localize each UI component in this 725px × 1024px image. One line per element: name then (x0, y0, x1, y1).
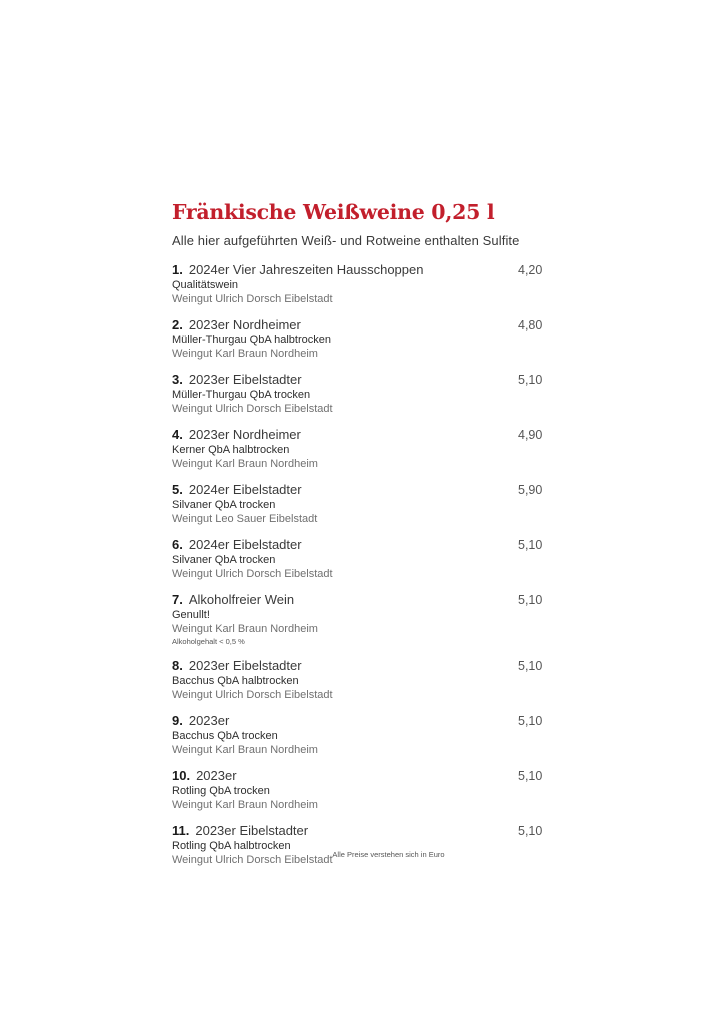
wine-item-6 (172, 537, 552, 581)
item-price: 4,80 (518, 318, 543, 332)
wine-item-9 (172, 713, 552, 757)
item-winery: Weingut Karl Braun Nordheim (172, 623, 318, 635)
item-price: 4,20 (518, 263, 543, 277)
item-grape: Silvaner QbA trocken (172, 554, 276, 566)
item-number: 3. (172, 372, 183, 387)
item-winery: Weingut Ulrich Dorsch Eibelstadt (172, 854, 333, 866)
item-number: 4. (172, 427, 183, 442)
item-name: 2023er Nordheimer (188, 317, 301, 332)
item-price: 5,10 (518, 824, 543, 838)
item-name: Alkoholfreier Wein (188, 592, 295, 607)
wine-item-8 (172, 658, 552, 702)
item-number: 6. (172, 537, 183, 552)
item-grape: Silvaner QbA trocken (172, 499, 276, 511)
item-number: 1. (172, 262, 183, 277)
item-winery: Weingut Karl Braun Nordheim (172, 744, 318, 756)
item-number: 2. (172, 317, 183, 332)
item-winery: Weingut Leo Sauer Eibelstadt (172, 513, 318, 525)
item-number: 9. (172, 713, 183, 728)
item-grape: Müller-Thurgau QbA trocken (172, 389, 311, 401)
page-title: Fränkische Weißweine 0,25 l (172, 200, 495, 224)
item-price: 5,10 (518, 659, 543, 673)
wine-item-10 (172, 768, 552, 812)
item-number: 11. (172, 823, 190, 838)
item-number: 10. (172, 768, 191, 783)
currency-note: Alle Preise verstehen sich in Euro (332, 850, 445, 859)
wine-item-5 (172, 482, 552, 526)
wine-item-2 (172, 317, 552, 361)
item-name: 2023er Eibelstadter (195, 823, 309, 838)
item-winery: Weingut Ulrich Dorsch Eibelstadt (172, 403, 333, 415)
wine-item-3 (172, 372, 552, 416)
item-price: 4,90 (518, 428, 543, 442)
wine-list (172, 262, 552, 867)
item-grape: Kerner QbA halbtrocken (172, 444, 290, 456)
item-number: 8. (172, 658, 183, 673)
item-number: 7. (172, 592, 183, 607)
item-grape: Müller-Thurgau QbA halbtrocken (172, 334, 331, 346)
item-name: 2023er (188, 713, 230, 728)
price-footer (0, 850, 725, 859)
wine-item-1 (172, 262, 552, 306)
item-price: 5,90 (518, 483, 543, 497)
item-grape: Rotling QbA trocken (172, 785, 270, 797)
item-price: 5,10 (518, 714, 543, 728)
item-grape: Bacchus QbA trocken (172, 730, 278, 742)
item-price: 5,10 (518, 593, 543, 607)
item-number: 5. (172, 482, 183, 497)
wine-item-7 (172, 592, 552, 647)
item-winery: Weingut Ulrich Dorsch Eibelstadt (172, 293, 333, 305)
item-grape: Rotling QbA halbtrocken (172, 840, 291, 852)
item-winery: Weingut Ulrich Dorsch Eibelstadt (172, 568, 333, 580)
wine-menu-page (172, 200, 552, 878)
item-name: 2023er Nordheimer (188, 427, 301, 442)
item-name: 2024er Eibelstadter (188, 482, 302, 497)
alcohol-note: Alkoholgehalt < 0,5 % (172, 637, 245, 646)
item-price: 5,10 (518, 373, 543, 387)
item-winery: Weingut Karl Braun Nordheim (172, 458, 318, 470)
item-grape: Bacchus QbA halbtrocken (172, 675, 299, 687)
item-winery: Weingut Karl Braun Nordheim (172, 348, 318, 360)
item-winery: Weingut Ulrich Dorsch Eibelstadt (172, 689, 333, 701)
wine-item-11 (172, 823, 552, 867)
sulfite-notice: Alle hier aufgeführten Weiß- und Rotweine enthalten Sulfite (172, 233, 520, 248)
item-name: 2023er Eibelstadter (188, 372, 302, 387)
item-grape: Genullt! (172, 609, 210, 621)
item-winery: Weingut Karl Braun Nordheim (172, 799, 318, 811)
item-name: 2024er Vier Jahreszeiten Hausschoppen (188, 262, 424, 277)
item-name: 2023er Eibelstadter (188, 658, 302, 673)
item-price: 5,10 (518, 769, 543, 783)
item-name: 2023er (196, 768, 237, 783)
item-name: 2024er Eibelstadter (188, 537, 302, 552)
item-grape: Qualitätswein (172, 279, 239, 291)
item-price: 5,10 (518, 538, 543, 552)
wine-item-4 (172, 427, 552, 471)
